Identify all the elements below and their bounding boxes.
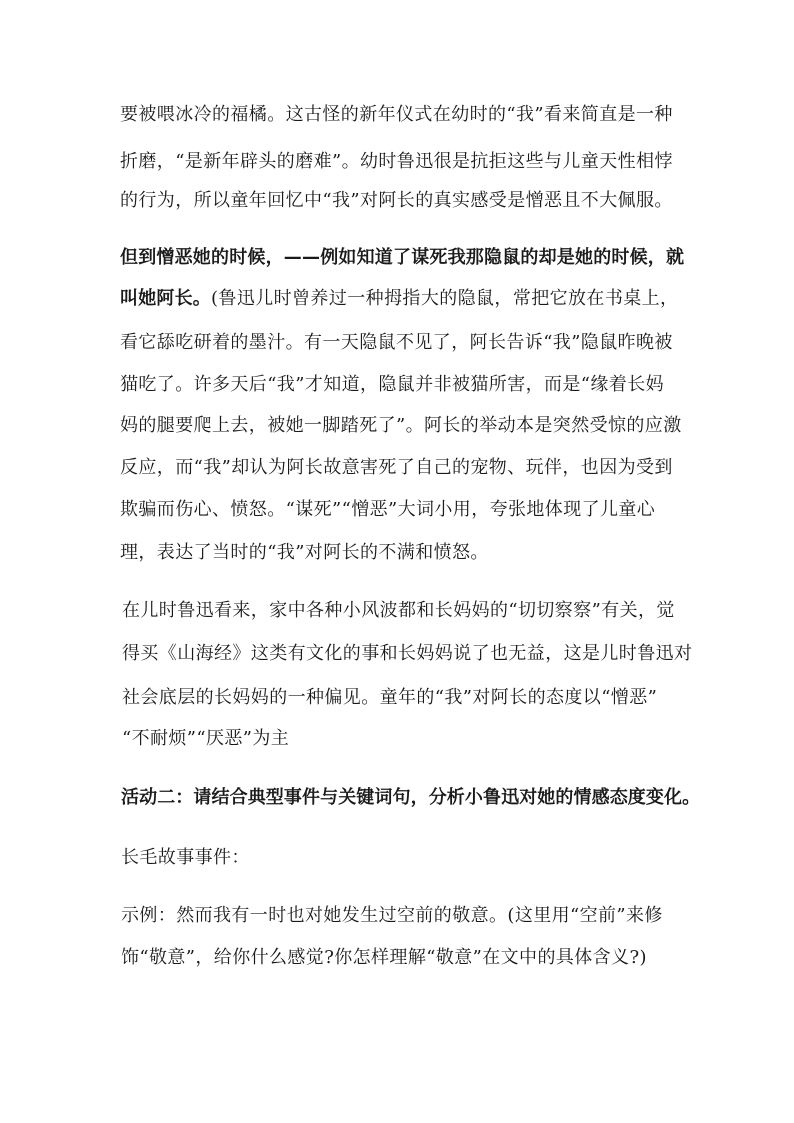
paragraph-2-bold-line: 但到憎恶她的时候，——例如知道了谋死我那隐鼠的却是她的时候，就 xyxy=(120,247,685,268)
paragraph-3-line-3: 社会底层的长妈妈的一种偏见。童年的“我”对阿长的态度以“憎恶” xyxy=(122,687,658,708)
paragraph-2-line-4: 猫吃了。许多天后“我”才知道，隐鼠并非被猫所害，而是“缘着长妈 xyxy=(120,374,665,395)
paragraph-2-bold-start: 叫她阿长。 xyxy=(120,288,211,309)
paragraph-1-line-3: 的行为，所以童年回忆中“我”对阿长的真实感受是憎恶且不大佩服。 xyxy=(120,190,673,211)
activity-2-subheading: 长毛故事事件： xyxy=(121,847,250,868)
paragraph-2-line-5: 妈的腿要爬上去，被她一脚踏死了”。阿长的举动本是突然受惊的应激 xyxy=(120,415,682,436)
activity-2-example-line-2: 饰“敬意”，给你什么感觉?你怎样理解“敬意”在文中的具体含义?) xyxy=(121,947,647,968)
paragraph-3-line-2: 得买《山海经》这类有文化的事和长妈妈说了也无益，这是儿时鲁迅对 xyxy=(122,643,693,664)
activity-2-example-line-1: 示例：然而我有一时也对她发生过空前的敬意。(这里用“空前”来修 xyxy=(121,905,663,926)
paragraph-3-line-1: 在儿时鲁迅看来，家中各种小风波都和长妈妈的“切切察察”有关，觉 xyxy=(122,600,675,621)
paragraph-2-line-6: 反应，而“我”却认为阿长故意害死了自己的宠物、玩伴，也因为受到 xyxy=(120,457,673,478)
activity-2-heading: 活动二：请结合典型事件与关键词句，分析小鲁迅对她的情感态度变化。 xyxy=(121,787,701,808)
paragraph-1-line-2: 折磨，“是新年辟头的磨难”。幼时鲁迅很是抗拒这些与儿童天性相悖 xyxy=(120,151,673,172)
paragraph-3-line-4: “不耐烦”“厌恶”为主 xyxy=(122,728,290,749)
paragraph-2-line-8: 理，表达了当时的“我”对阿长的不满和愤怒。 xyxy=(120,542,489,563)
paragraph-2-line-2 xyxy=(120,288,794,310)
paragraph-2-line-3: 看它舔吃研着的墨汁。有一天隐鼠不见了，阿长告诉“我”隐鼠昨晚被 xyxy=(120,332,673,353)
paragraph-2-line-2-rest: (鲁迅儿时曾养过一种拇指大的隐鼠，常把它放在书桌上， xyxy=(211,288,679,309)
paragraph-1-line-1: 要被喂冰冷的福橘。这古怪的新年仪式在幼时的“我”看来简直是一种 xyxy=(120,104,673,125)
paragraph-2-line-7: 欺骗而伤心、愤怒。“谋死”“憎恶”大词小用，夸张地体现了儿童心 xyxy=(120,499,656,520)
